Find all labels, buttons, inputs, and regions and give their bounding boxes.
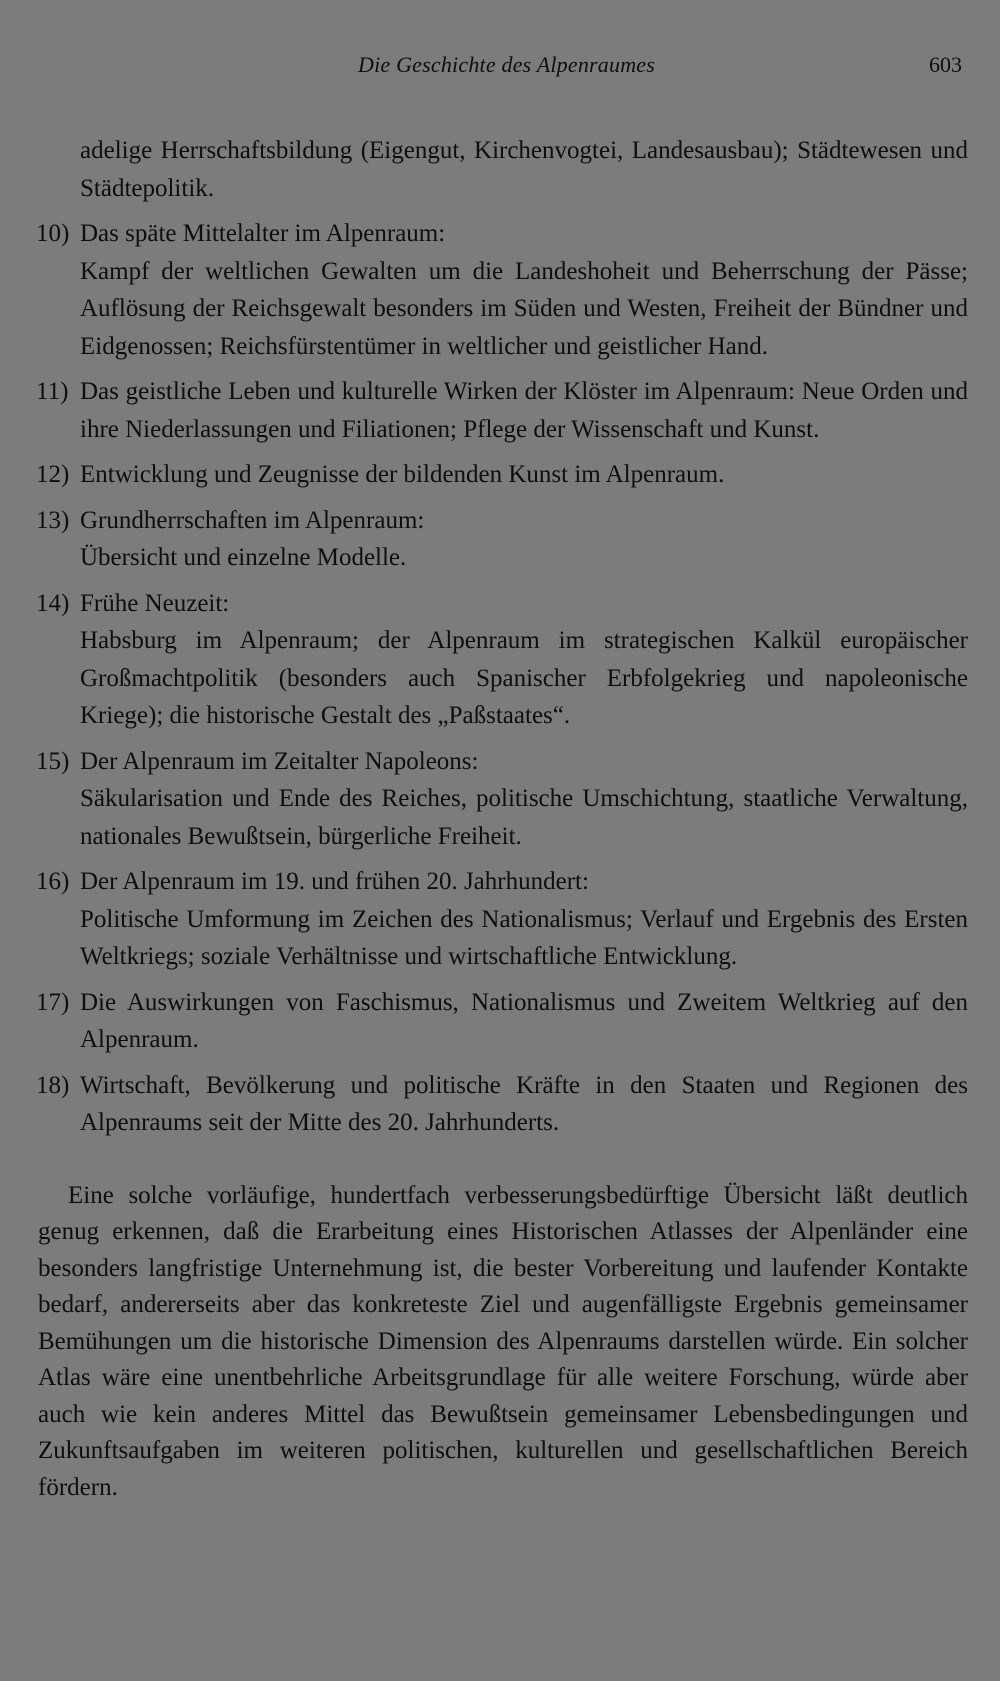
- running-title: Die Geschichte des Alpenraumes: [358, 52, 656, 77]
- item-number: 14): [36, 589, 70, 617]
- list-item-11: [0, 373, 968, 448]
- item-heading: Das geistliche Leben und kulturelle Wirken der Klöster im Alpenraum: Neue Orden und ihre Niederlassungen und Filiationen; Pflege der Wissenschaft und Kunst.: [80, 378, 968, 443]
- body-text: [0, 132, 1000, 1531]
- item-number: 12): [36, 461, 70, 488]
- item-heading: Die Auswirkungen von Faschismus, Nationalismus und Zweitem Weltkrieg auf den Alpenraum.: [80, 988, 968, 1053]
- list-item-10: [0, 215, 968, 365]
- item-number: 13): [36, 506, 70, 534]
- item-number: 11): [36, 378, 69, 405]
- item-description: Habsburg im Alpenraum; der Alpenraum im strategischen Kalkül europäischer Großmachtpolitik (besonders auch Spanischer Erbfolgekrieg und napoleonische Kriege); die historische Gestalt des „Paßstaates“.: [80, 627, 968, 729]
- item-heading: Das späte Mittelalter im Alpenraum:: [80, 220, 446, 247]
- closing-paragraph: Eine solche vorläufige, hundertfach verbesserungsbedürftige Übersicht läßt deutlich genug erkennen, daß die Erarbeitung eines Historischen Atlasses der Alpenländer eine besonders langfristige Unternehmung ist, die bester Vorbereitung und laufender Kontakte bedarf, andererseits aber das konkreteste Ziel und augenfälligste Ergebnis gemeinsamer Bemühungen um die historische Dimension des Alpenraums darstellen würde. Ein solcher Atlas wäre eine unentbehrliche Arbeitsgrundlage für alle weitere Forschung, würde aber auch wie kein anderes Mittel das Bewußtsein gemeinsamer Lebensbedingungen und Zukunftsaufgaben im weiteren politischen, kulturellen und gesellschaftlichen Bereich fördern.: [38, 1181, 968, 1501]
- item-heading: Der Alpenraum im Zeitalter Napoleons:: [80, 747, 479, 775]
- list-item-18: [0, 1067, 968, 1142]
- page-number: 603: [929, 52, 962, 77]
- item-number: 16): [36, 868, 70, 895]
- item-number: 17): [36, 988, 70, 1016]
- item-number: 15): [36, 747, 70, 775]
- list-item-16: [0, 863, 968, 976]
- item-description: Politische Umformung im Zeichen des Nationalismus; Verlauf und Ergebnis des Ersten Weltkriegs; soziale Verhältnisse und wirtschaftliche Entwicklung.: [80, 905, 968, 970]
- item-heading: Der Alpenraum im 19. und frühen 20. Jahrhundert:: [80, 868, 589, 895]
- item-description: Kampf der weltlichen Gewalten um die Landeshoheit und Beherrschung der Pässe; Auflösung der Reichsgewalt besonders im Süden und Westen, Freiheit der Bündner und Eidgenossen; Reichsfürstentümer in weltlicher und geistlicher Hand.: [80, 257, 968, 360]
- item-description: Übersicht und einzelne Modelle.: [80, 544, 407, 571]
- list-item-14: [0, 585, 968, 735]
- item-number: 18): [36, 1071, 70, 1099]
- item-number: 10): [36, 220, 70, 247]
- item-heading: Entwicklung und Zeugnisse der bildenden Kunst im Alpenraum.: [80, 461, 725, 488]
- item-heading: Frühe Neuzeit:: [80, 589, 230, 617]
- item-heading: Grundherrschaften im Alpenraum:: [80, 506, 425, 534]
- item-heading: Wirtschaft, Bevölkerung und politische Kräfte in den Staaten und Regionen des Alpenraums seit der Mitte des 20. Jahrhunderts.: [80, 1071, 968, 1136]
- list-item-17: [0, 984, 968, 1059]
- list-item-13: [0, 502, 968, 577]
- running-head: [0, 52, 1000, 84]
- item-description: Säkularisation und Ende des Reiches, politische Umschichtung, staatliche Verwaltung, nationales Bewußtsein, bürgerliche Freiheit.: [80, 785, 968, 850]
- continuation-text: adelige Herrschaftsbildung (Eigengut, Kirchenvogtei, Landesausbau); Städtewesen und Städtepolitik.: [80, 137, 968, 202]
- list-item-12: [0, 456, 968, 494]
- list-item-15: [0, 743, 968, 856]
